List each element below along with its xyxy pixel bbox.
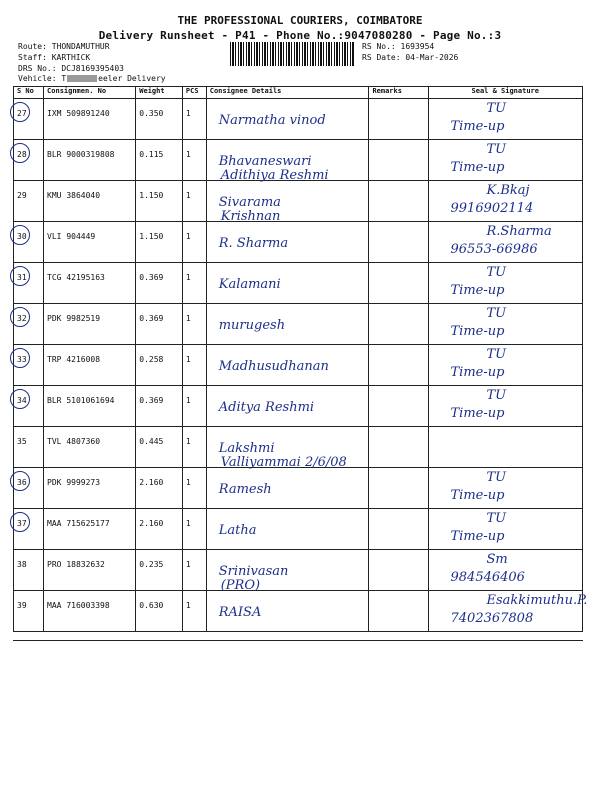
signature-note: 984546406 <box>450 570 525 585</box>
col-details: Consignee Details <box>206 87 369 99</box>
remarks-cell <box>369 99 428 140</box>
signature-note: Time-up <box>450 365 505 380</box>
weight-value: 0.350 <box>136 99 183 140</box>
consignee-details <box>206 591 369 632</box>
consignment-number: PRO 18832632 <box>44 550 136 591</box>
remarks-cell <box>369 222 428 263</box>
table-row <box>14 468 583 509</box>
signature-mark: Esakkimuthu.P. <box>486 593 588 608</box>
consignment-number: BLR 9000319808 <box>44 140 136 181</box>
weight-value: 0.445 <box>136 427 183 468</box>
signature-mark: TU <box>486 306 507 321</box>
consignment-number: TCG 42195163 <box>44 263 136 304</box>
consignee-details <box>206 509 369 550</box>
weight-value: 0.369 <box>136 304 183 345</box>
signature-note: Time-up <box>450 119 505 134</box>
col-consignment: Consignmen. No <box>44 87 136 99</box>
weight-value: 0.115 <box>136 140 183 181</box>
consignment-number: BLR 5101061694 <box>44 386 136 427</box>
consignee-details <box>206 550 369 591</box>
consignee-details <box>206 263 369 304</box>
serial-number: 33 <box>14 345 44 386</box>
consignee-handwriting: R. Sharma <box>218 236 289 251</box>
vehicle-prefix: Vehicle: T <box>18 74 67 83</box>
consignment-number: MAA 716003398 <box>44 591 136 632</box>
table-row <box>14 99 583 140</box>
seal-signature <box>428 591 588 632</box>
consignee-handwriting-line2: Valliyammai 2/6/08 <box>220 455 347 470</box>
serial-number: 29 <box>14 181 44 222</box>
consignee-handwriting: Aditya Reshmi <box>218 400 315 415</box>
page-title: THE PROFESSIONAL COURIERS, COIMBATORE <box>177 14 423 27</box>
consignee-details <box>206 386 369 427</box>
pieces-value: 1 <box>182 386 206 427</box>
consignee-handwriting-line2: Adithiya Reshmi <box>220 168 329 183</box>
weight-value: 1.150 <box>136 222 183 263</box>
seal-signature <box>428 222 582 263</box>
check-circle-mark <box>10 307 30 327</box>
seal-signature <box>428 509 582 550</box>
pieces-value: 1 <box>182 509 206 550</box>
consignee-handwriting: Bhavaneswari <box>218 154 312 169</box>
remarks-cell <box>369 550 428 591</box>
signature-mark: Sm <box>486 552 508 567</box>
consignee-handwriting: Madhusudhanan <box>218 359 329 374</box>
pieces-value: 1 <box>182 468 206 509</box>
col-pcs: PCS <box>182 87 206 99</box>
remarks-cell <box>369 509 428 550</box>
signature-mark: TU <box>486 265 507 280</box>
consignment-number: TRP 4216008 <box>44 345 136 386</box>
weight-value: 2.160 <box>136 468 183 509</box>
check-circle-mark <box>10 143 30 163</box>
remarks-cell <box>369 140 428 181</box>
consignee-handwriting: Latha <box>218 523 257 538</box>
col-seal: Seal & Signature <box>428 87 582 99</box>
signature-note: 7402367808 <box>450 611 534 626</box>
signature-note: Time-up <box>450 283 505 298</box>
barcode <box>230 42 354 66</box>
table-row <box>14 140 583 181</box>
check-circle-mark <box>10 348 30 368</box>
consignee-details <box>206 140 369 181</box>
signature-mark: TU <box>486 388 507 403</box>
signature-mark: TU <box>486 142 507 157</box>
signature-note: 9916902114 <box>450 201 534 216</box>
check-circle-mark <box>10 102 30 122</box>
pieces-value: 1 <box>182 550 206 591</box>
vehicle-suffix: eeler Delivery <box>98 74 166 83</box>
staff-label: Staff: KARTHICK <box>18 53 91 62</box>
signature-mark: TU <box>486 511 507 526</box>
serial-number: 35 <box>14 427 44 468</box>
consignee-details <box>206 99 369 140</box>
signature-mark: TU <box>486 347 507 362</box>
table-row <box>14 222 583 263</box>
table-row <box>14 304 583 345</box>
weight-value: 1.150 <box>136 181 183 222</box>
signature-note: Time-up <box>450 488 505 503</box>
pieces-value: 1 <box>182 181 206 222</box>
table-row <box>14 427 583 468</box>
check-circle-mark <box>10 512 30 532</box>
consignee-handwriting: Srinivasan <box>218 564 289 579</box>
remarks-cell <box>369 181 428 222</box>
drs-number: DRS No.: DCJ8169395403 <box>18 64 124 73</box>
consignment-number: KMU 3864040 <box>44 181 136 222</box>
table-row <box>14 550 583 591</box>
remarks-cell <box>369 304 428 345</box>
runsheet-table <box>13 86 588 632</box>
col-sno: S No <box>14 87 44 99</box>
signature-note: 96553-66986 <box>450 242 538 257</box>
seal-signature <box>428 181 582 222</box>
table-header-row <box>14 87 583 99</box>
consignee-handwriting: murugesh <box>218 318 286 333</box>
check-circle-mark <box>10 225 30 245</box>
weight-value: 2.160 <box>136 509 183 550</box>
consignee-handwriting-line2: Krishnan <box>220 209 281 224</box>
seal-signature <box>428 386 582 427</box>
consignment-number: PDK 9982519 <box>44 304 136 345</box>
consignment-number: VLI 904449 <box>44 222 136 263</box>
table-row <box>14 181 583 222</box>
remarks-cell <box>369 345 428 386</box>
remarks-cell <box>369 263 428 304</box>
pieces-value: 1 <box>182 140 206 181</box>
consignment-number: MAA 715625177 <box>44 509 136 550</box>
table-row <box>14 591 583 632</box>
pieces-value: 1 <box>182 427 206 468</box>
seal-signature <box>428 263 582 304</box>
serial-number: 38 <box>14 550 44 591</box>
remarks-cell <box>369 427 428 468</box>
remarks-cell <box>369 386 428 427</box>
serial-number: 30 <box>14 222 44 263</box>
table-row <box>14 386 583 427</box>
table-bottom-rule <box>13 640 583 641</box>
table-row <box>14 263 583 304</box>
redaction-mark <box>67 75 97 82</box>
weight-value: 0.369 <box>136 386 183 427</box>
consignee-details <box>206 222 369 263</box>
remarks-cell <box>369 468 428 509</box>
consignment-number: IXM 509891240 <box>44 99 136 140</box>
seal-signature <box>428 99 582 140</box>
table-row <box>14 345 583 386</box>
signature-mark: TU <box>486 470 507 485</box>
serial-number: 37 <box>14 509 44 550</box>
consignee-handwriting: Lakshmi <box>218 441 275 456</box>
serial-number: 31 <box>14 263 44 304</box>
pieces-value: 1 <box>182 99 206 140</box>
consignment-number: PDK 9999273 <box>44 468 136 509</box>
consignee-handwriting: Sivarama <box>218 195 281 210</box>
remarks-cell <box>369 591 428 632</box>
consignee-details <box>206 304 369 345</box>
serial-number: 39 <box>14 591 44 632</box>
consignee-details <box>206 427 369 468</box>
runsheet-subtitle: Delivery Runsheet - P41 - Phone No.:9047080280 - Page No.:3 <box>98 29 502 42</box>
signature-note: Time-up <box>450 406 505 421</box>
signature-note: Time-up <box>450 160 505 175</box>
signature-mark: R.Sharma <box>486 224 552 239</box>
consignee-details <box>206 468 369 509</box>
consignee-handwriting: Narmatha vinod <box>218 113 326 128</box>
table-row <box>14 509 583 550</box>
check-circle-mark <box>10 389 30 409</box>
route-label: Route: THONDAMUTHUR <box>18 42 110 51</box>
signature-note: Time-up <box>450 529 505 544</box>
serial-number: 32 <box>14 304 44 345</box>
consignee-handwriting: RAISA <box>218 605 262 620</box>
signature-mark: TU <box>486 101 507 116</box>
serial-number: 27 <box>14 99 44 140</box>
seal-signature <box>428 427 582 468</box>
vehicle-label <box>18 74 166 83</box>
seal-signature <box>428 345 582 386</box>
col-weight: Weight <box>136 87 183 99</box>
check-circle-mark <box>10 266 30 286</box>
serial-number: 34 <box>14 386 44 427</box>
seal-signature <box>428 304 582 345</box>
pieces-value: 1 <box>182 304 206 345</box>
pieces-value: 1 <box>182 263 206 304</box>
weight-value: 0.235 <box>136 550 183 591</box>
consignee-handwriting-line2: (PRO) <box>220 578 261 593</box>
rs-number: RS No.: 1693954 <box>362 42 435 51</box>
serial-number: 36 <box>14 468 44 509</box>
seal-signature <box>428 140 582 181</box>
weight-value: 0.630 <box>136 591 183 632</box>
weight-value: 0.369 <box>136 263 183 304</box>
weight-value: 0.258 <box>136 345 183 386</box>
rs-date: RS Date: 04-Mar-2026 <box>362 53 459 62</box>
consignment-number: TVL 4807360 <box>44 427 136 468</box>
pieces-value: 1 <box>182 222 206 263</box>
signature-note: Time-up <box>450 324 505 339</box>
serial-number: 28 <box>14 140 44 181</box>
pieces-value: 1 <box>182 345 206 386</box>
check-circle-mark <box>10 471 30 491</box>
signature-mark: K.Bkaj <box>486 183 530 198</box>
pieces-value: 1 <box>182 591 206 632</box>
consignee-handwriting: Kalamani <box>218 277 281 292</box>
seal-signature <box>428 468 582 509</box>
seal-signature <box>428 550 582 591</box>
consignee-details <box>206 345 369 386</box>
consignee-handwriting: Ramesh <box>218 482 272 497</box>
col-remarks: Remarks <box>369 87 428 99</box>
consignee-details <box>206 181 369 222</box>
